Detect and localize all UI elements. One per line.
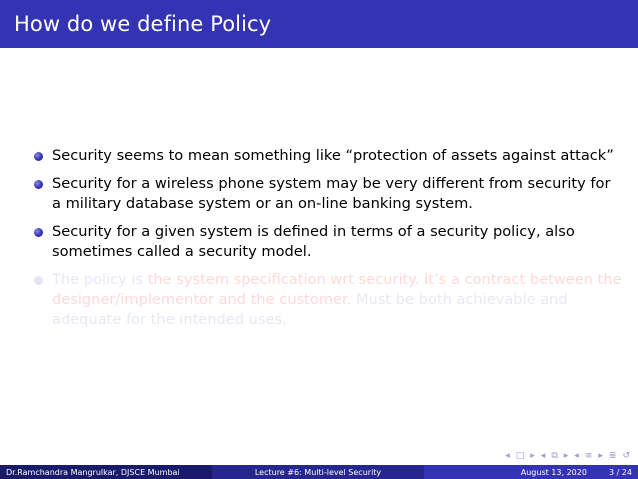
- bullet-item: [34, 146, 624, 166]
- nav-next-icon[interactable]: ▸: [530, 451, 535, 461]
- slide-title: How do we define Policy: [14, 12, 272, 36]
- bullet-dot-icon: [34, 180, 43, 189]
- bullet-dot-icon: [34, 228, 43, 237]
- nav-next-sub-icon[interactable]: ▸: [598, 451, 603, 461]
- beamer-navigation-bar: [505, 450, 630, 462]
- bullet-highlight-text: the system specification wrt security. It’s a contract between the designer/implementor and the customer.: [52, 271, 622, 308]
- bullet-dot-icon: [34, 152, 43, 161]
- bullet-text: Security for a given system is defined in terms of a security policy, also sometimes called a security model.: [52, 223, 575, 260]
- nav-align-icon[interactable]: ≣: [608, 451, 617, 461]
- nav-search-icon[interactable]: ↺: [622, 451, 630, 461]
- footer-date: [424, 465, 638, 479]
- nav-frame-icon[interactable]: □: [515, 451, 525, 461]
- nav-prev-section-icon[interactable]: ◂: [540, 451, 546, 461]
- bullet-item: [34, 270, 624, 330]
- footer: [0, 465, 638, 479]
- footer-lecture-text: Lecture #6: Multi-level Security: [254, 467, 382, 477]
- bullet-text: Security for a wireless phone system may be very different from security for a military database system or an on-line banking system.: [52, 175, 611, 212]
- page-number: 3 / 24: [608, 467, 632, 477]
- nav-prev-icon[interactable]: ◂: [505, 451, 510, 461]
- footer-author-text: Dr.Ramchandra Mangrulkar, DJSCE Mumbai: [6, 467, 180, 477]
- bullet-text: Must be both achievable and adequate for the intended uses.: [52, 291, 568, 328]
- title-bar: [0, 0, 638, 48]
- footer-author: [0, 465, 212, 479]
- bullet-text: The policy is: [52, 271, 148, 288]
- footer-lecture: [212, 465, 424, 479]
- footer-date-text: August 13, 2020: [520, 467, 587, 477]
- bullet-list: [34, 146, 624, 338]
- nav-prev-sub-icon[interactable]: ◂: [574, 451, 579, 461]
- nav-sub-icon[interactable]: ≡: [584, 451, 593, 461]
- bullet-text: Security seems to mean something like “protection of assets against attack”: [52, 147, 614, 164]
- bullet-dot-icon: [34, 276, 43, 285]
- nav-section-icon[interactable]: ⧉: [551, 451, 558, 461]
- bullet-item: [34, 174, 624, 214]
- bullet-item: [34, 222, 624, 262]
- nav-next-section-icon[interactable]: ▸: [563, 451, 569, 461]
